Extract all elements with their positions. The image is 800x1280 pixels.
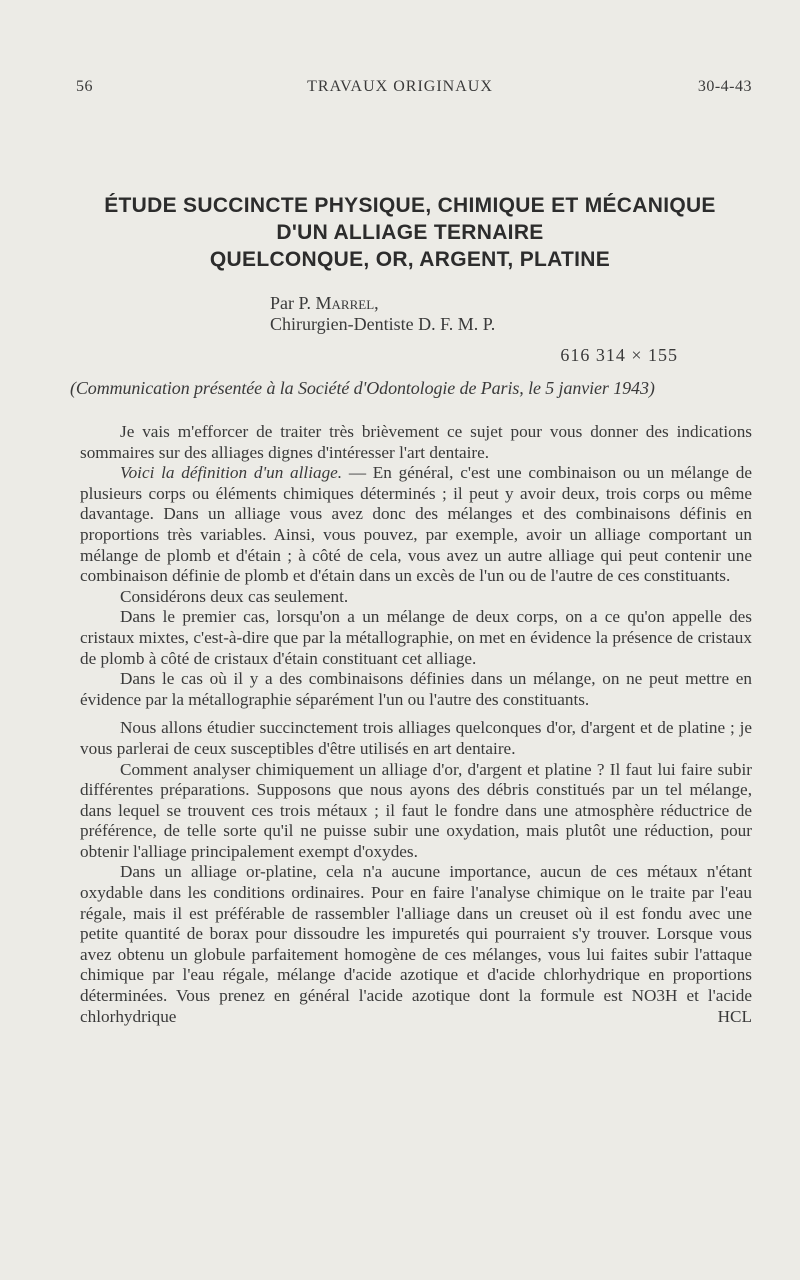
running-title: TRAVAUX ORIGINAUX [307, 78, 493, 95]
paragraph-6: Nous allons étudier succinctement trois alliages quelconques d'or, d'argent et de platine ; je vous parlerai de ceux susceptibles d'être utilisés en art dentaire. [80, 718, 752, 758]
title-line-3: QUELCONQUE, OR, ARGENT, PLATINE [209, 248, 611, 271]
paragraph-2 [80, 463, 752, 587]
title-line-1: ÉTUDE SUCCINCTE PHYSIQUE, CHIMIQUE ET MÉCANIQUE [104, 194, 716, 217]
paragraph-4: Dans le premier cas, lorsqu'on a un mélange de deux corps, on a ce qu'on appelle des cristaux mixtes, c'est-à-dire que par la métallographie, on met en évidence la présence de cristaux de plomb à côté de cristaux d'étain constituant cet alliage. [80, 607, 752, 668]
paragraph-5: Dans le cas où il y a des combinaisons définies dans un mélange, on ne peut mettre en évidence par la métallographie séparément l'un ou l'autre des constituants. [80, 669, 752, 709]
issue-date: 30-4-43 [697, 78, 752, 95]
paragraph-3: Considérons deux cas seulement. [120, 586, 349, 606]
byline-prefix: Par P. [270, 293, 316, 313]
byline [270, 292, 379, 314]
article-body [80, 422, 752, 1027]
communication-note: (Communication présentée à la Société d'Odontologie de Paris, le 5 janvier 1943) [70, 378, 655, 398]
paragraph-7: Comment analyser chimiquement un alliage d'or, d'argent et platine ? Il faut lui faire subir différentes préparations. Supposons que nous ayons des débris constitués par un tel mélange, dans lequel se trouvent ces trois métaux ; il faut le fondre dans une atmosphère réductrice de préférence, de telle sorte qu'il ne puisse subir une oxydation, mais plutôt une réduction, pour obtenir l'alliage principalement exempt d'oxydes. [80, 759, 752, 861]
page-number: 56 [76, 78, 93, 95]
paragraph-1: Je vais m'efforcer de traiter très brièvement ce sujet pour vous donner des indications sommaires sur des alliages dignes d'intéresser l'art dentaire. [80, 422, 752, 462]
author-role: Chirurgien-Dentiste D. F. M. P. [270, 314, 496, 334]
author-name: Marrel, [315, 293, 379, 313]
title-line-2: D'UN ALLIAGE TERNAIRE [276, 221, 544, 244]
paragraph-8: Dans un alliage or-platine, cela n'a aucune importance, aucun de ces métaux n'étant oxydable dans les conditions ordinaires. Pour en faire l'analyse chimique on le traite par l'eau régale, mais il est préférable de rassembler l'alliage dans un creuset où il est fondu avec une petite quantité de borax pour dissoudre les impuretés qui pourraient s'y trouver. Lorsque vous avez obtenu un globule parfaitement homogène de ces mélanges, vous lui faites subir l'attaque chimique par l'eau régale, mélange d'acide azotique et d'acide chlorhydrique en proportions déterminées. Vous prenez en général l'acide azotique dont la formule est NO3H et l'acide chlorhydrique HCL [80, 862, 752, 1026]
definition-heading: Voici la définition d'un alliage. [120, 463, 343, 483]
classification-number: 616 314 × 155 [560, 345, 678, 365]
paragraph-2-text: — En général, c'est une combinaison ou un mélange de plusieurs corps ou éléments chimiques déterminés ; il peut y avoir deux, trois corps ou même davantage. Dans un alliage vous avez donc des mélanges et des combinaisons définis en proportions très variables. Ainsi, vous pouvez, par exemple, avoir un alliage comportant un mélange de plomb et d'étain ; à côté de cela, vous avez un autre alliage qui peut contenir une combinaison définie de plomb et d'étain dans un excès de l'un ou de l'autre de ces constituants. [80, 463, 752, 586]
article-title [40, 192, 780, 273]
